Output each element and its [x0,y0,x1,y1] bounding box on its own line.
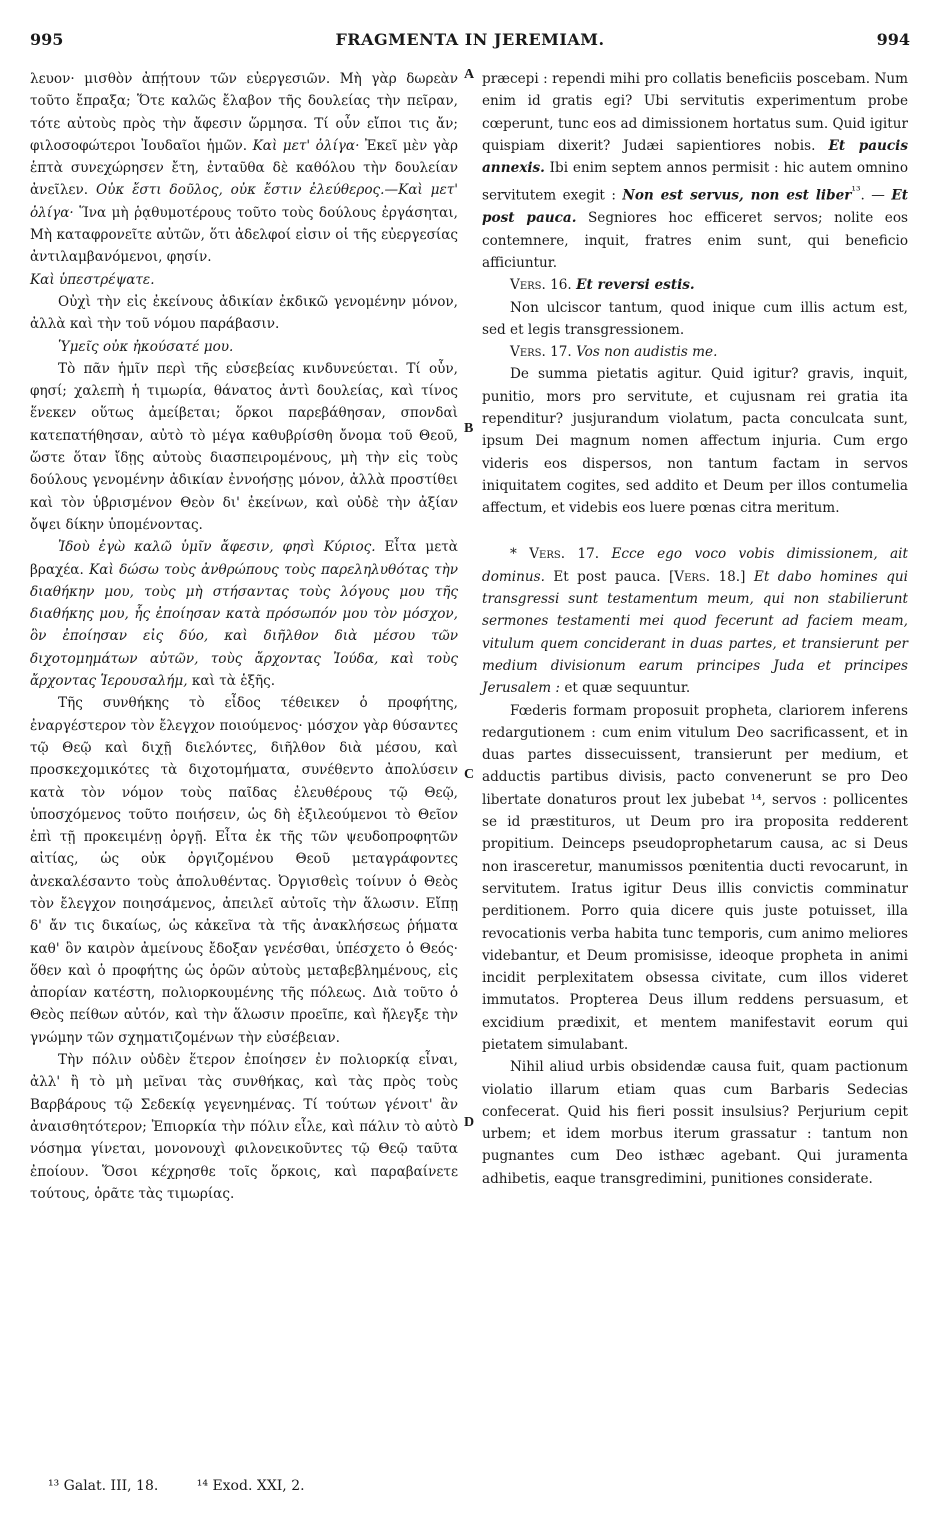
greek-paragraph [30,536,458,692]
page-header [30,30,910,56]
greek-italic: Καὶ μετ' ὀλίγα· [252,137,360,154]
greek-paragraph: Τὸ πᾶν ἡμῖν περὶ τῆς εὐσεβείας κινδυνεύεται. Τί οὖν, φησί; χαλεπὴ ἡ τιμωρία, θάνατος ἀντὶ δουλείας, καὶ τίνος ἕνεκεν οὕτως ἀμείβεται; ὅρκοι παρεβάθησαν, σπονδαὶ κατεπατήθησαν, αὐτὸ τὸ μέγα καθυβρίσθη ὄνομα τοῦ Θεοῦ, ὥστε ὅταν ἴδῃς αὐτοὺς διασπειρομένους, μὴ τὴν εἰς τοὺς δούλους γενομένην ἀδικίαν ἐννοήσῃς μόνον, ἀλλὰ προστίθει καὶ τὸν ὑβρισμένον Θεὸν δι' ἐκείνων, καὶ οὐδὲ τὴν ἀξίαν ὄψει δίκην ὑπομένοντας. [30,360,458,533]
latin-paragraph [482,543,908,699]
section-marker-b: B [464,421,474,436]
latin-paragraph: Fœderis formam proposuit propheta, clariorem inferens redargutionem : cum enim vitulum Deo sacrificassent, et in duas partes dissecuissent, transierunt per medium, et adductis partibus divisis, pacto convenerunt se pro Deo libertate donaturos prout lex jubebat ¹⁴, servos : pollicentes se id præstituros, ut Deum pro ira proposita redderent propitium. Deinceps pseudoprophetarum causa, ac si Deus non irasceretur, manumissos pœnitentia ducti revocarunt, in servitutem. Iratus igitur Deus illis convictis comminatur perditionem. Porro quia dicere quis juste potuisset, illa revocationis verba habita tunc temporis, cum animo meliores videbantur, et Deum promisisse, ideoque propheta in animi incidit perplexitatem obsessa civitate, cum illos videret immutatos. Propterea Deus illum reddens persuasum, et excidium prædixit, et mentem manifestavit eorum qui pietatem simulabant. [482,702,908,1053]
greek-italic: Καὶ ὑπεστρέψατε. [30,271,155,288]
latin-italic: Et reversi estis. [576,277,695,294]
latin-column [482,68,908,1190]
footnote-14: ¹⁴ Exod. XXI, 2. [196,1478,305,1494]
latin-verse [482,274,908,296]
greek-italic: Καὶ δώσω τοὺς ἀνθρώπους τοὺς παρεληλυθότας τὴν διαθήκην μου, τοὺς μὴ στήσαντας τοὺς λόγους μου τῆς διαθήκης μου, ἧς ἐποίησαν κατὰ πρόσωπόν μου τὸν μόσχον, ὃν ἐποίησαν εἰς δύο, καὶ διῆλθον διὰ μέσου τῶν διχοτομημάτων αὐτῶν, τοὺς ἄρχοντας Ἰούδα, καὶ τοὺς ἄρχοντας Ἱερουσαλήμ, [30,561,458,690]
latin-text: ] [740,568,746,585]
greek-text: Εἶτα μετὰ βραχέα. [30,539,458,578]
verse-label: * Vers. 17. [510,546,600,563]
greek-paragraph: Οὐχὶ τὴν εἰς ἐκείνους ἀδικίαν ἐκδικῶ γενομένην μόνον, ἀλλὰ καὶ τὴν τοῦ νόμου παράβασιν. [30,293,458,333]
latin-text: præcepi : rependi mihi pro collatis beneficiis poscebam. Num enim id gratis egi? Ubi servitutis experimentum probe cœperunt, tunc eos ad dimissionem hortatus sum. Quid igitur quispiam dixerit? Judæi sapientiores nobis. [482,71,908,154]
greek-text: Ἐκεῖ μὲν γὰρ ἑπτὰ συνεχώρησεν ἔτη, ἐνταῦθα δὲ καθόλου τὴν δουλείαν ἀνεῖλεν. [30,137,459,199]
latin-paragraph: Non ulciscor tantum, quod inique cum illis actum est, sed et legis transgressionem. [482,299,908,338]
greek-italic: Οὐκ ἔστι δοῦλος, οὐκ ἔστιν ἐλεύθερος.—Καὶ μετ' ὀλίγα· [30,182,458,221]
footnote-13: ¹³ Galat. III, 18. [48,1478,159,1494]
page-number-right: 994 [876,30,910,49]
greek-verse [30,336,458,358]
latin-paragraph: Nihil aliud urbis obsidendæ causa fuit, quam pactionum violatio illarum etiam quas cum Barbaris Sedecias confecerat. Quid his fieri possit insulsius? Perjurium cepit urbem; et idem morbus iterum grassatur : tantum non pugnantes cum Deo isthæc agebant. Qui juramenta adhibetis, eaque transgredimini, punitiones considerate. [482,1059,908,1187]
footnotes [48,1478,339,1494]
greek-text: καὶ τὰ ἑξῆς. [191,673,276,690]
running-title: FRAGMENTA IN JEREMIAM. [335,30,605,49]
latin-paragraph: De summa pietatis agitur. Quid igitur? gravis, inquit, punitio, mors pro servitute, et cujusnam rei gratia ita rependitur? jusjurandum violatum, pacta conculcata sunt, ipsum Dei magnum nomen affectum injuria. Cum ergo videris eos dispersos, non tantum factam in servos iniquitatem cogites, sed addito et Deum per illos contumelia affectum, et videbis eos luere pœnas citra meritum. [482,366,908,517]
latin-italic: Ecce ego voco vobis dimissionem, ait dominus. [482,546,908,585]
latin-text: et quæ sequuntur. [564,680,691,697]
latin-italic: Et post pauca. [482,188,908,227]
latin-text: Segniores hoc efficeret servos; nolite eos contemnere, inquit, fratres enim sunt, qui beneficio afficiuntur. [482,210,908,271]
latin-italic: Et dabo homines qui transgressi sunt testamentum meum, qui non stabilierunt sermones testamenti mei quod fecerunt ad faciem meam, vitulum quem conciderant in duas partes, et transierunt per medium divisionum earum principes Juda et principes Jerusalem : [482,568,909,697]
latin-text: Ibi enim septem annos permisit : hic autem omnino servitutem exegit : [482,160,909,205]
greek-paragraph: Τὴν πόλιν οὐδὲν ἕτερον ἐποίησεν ἐν πολιορκίᾳ εἶναι, ἀλλ' ἢ τὸ μὴ μεῖναι τὰς συνθήκας, καὶ τὰς πρὸς τοὺς Βαρβάρους τῷ Σεδεκίᾳ γεγενημένας. Τί τούτων γένοιτ' ἂν ἀναισθητότερον; Ἐπιορκία τὴν πόλιν εἷλε, καὶ πάλιν τὸ αὐτὸ νόσημα γίνεται, μονονουχὶ φιλονεικοῦντες τῷ Θεῷ ταῦτα ἐποίουν. Ὅσοι κέχρησθε τοῖς ὅρκοις, καὶ παραβαίνετε τούτους, ὁρᾶτε τὰς τιμωρίας. [30,1052,458,1202]
greek-text: λευον· μισθὸν ἀπῄτουν τῶν εὐεργεσιῶν. Μὴ γὰρ δωρεὰν τοῦτο ἔπραξα; Ὅτε καλῶς ἔλαβον τῆς δουλείας τὴν πεῖραν, τότε αὐτοὺς πρὸς τὴν ἄφεσιν ὥρμησα. Τί οὖν εἴποι τις ἄν; φιλοσοφώτεροι Ἰουδαῖοι ἡμῶν. [30,71,458,154]
greek-column [30,68,458,1205]
page-number-left: 995 [30,30,64,49]
greek-verse [30,269,458,291]
section-marker-d: D [464,1115,475,1130]
section-marker-c: C [464,767,475,782]
latin-italic: Non est servus, non est liber [622,188,852,205]
latin-text: Et post pauca. [ [553,568,675,585]
latin-text: . — [860,188,885,205]
latin-italic: Et paucis annexis. [482,137,908,177]
verse-label: Vers. 16. [510,277,572,294]
greek-text: Ἵνα μὴ ῥᾳθυμοτέρους τοῦτο τοὺς δούλους ἐργάσηται, Μὴ καταφρονεῖτε αὐτῶν, ὅτι ἀδελφοί εἰσιν οἱ τῆς εὐεργεσίας ἀντιλαμβανόμενοι, φησίν. [30,204,458,266]
footnote-ref: ¹³ [851,183,861,198]
section-marker-a: A [464,67,475,82]
greek-italic: Ἰδοὺ ἐγὼ καλῶ ὑμῖν ἄφεσιν, φησὶ Κύριος. [58,539,376,556]
verse-label: Vers. 18. [674,568,741,585]
latin-paragraph [482,68,908,274]
greek-italic: Ὑμεῖς οὐκ ἠκούσατέ μου. [58,338,234,355]
latin-verse [482,341,908,363]
verse-label: Vers. 17. [510,344,572,361]
greek-paragraph: Τῆς συνθήκης τὸ εἶδος τέθεικεν ὁ προφήτης, ἐναργέστερον τὸν ἔλεγχον ποιούμενος· μόσχον γὰρ θύσαντες τῷ Θεῷ καὶ διχῇ διελόντες, διῆλθον διὰ μέσου, καὶ προσκεχομικότες τὰ διχοτομήματα, συνέθεντο ἀπολύσειν κατὰ τὸν νόμον τοὺς παῖδας ἐλευθέρους τῷ Θεῷ, ὑποσχόμενος τοῦτο ποιήσειν, ὡς δὴ ἐξιλεούμενοι τὸ Θεῖον ἐπὶ τῇ προκειμένῃ ὀργῇ. Εἶτα ἐκ τῆς τῶν ψευδοπροφητῶν αἰτίας, ὡς οὐκ ὀργιζομένου Θεοῦ μεταγράφοντες ἀνεκαλέσαντο τοὺς ἀπολυθέντας. Ὀργισθεὶς τοίνυν ὁ Θεὸς τὸν ἔλεγχον ποιησάμενος, ἀπειλεῖ αὐτοῖς τὴν ἅλωσιν. Εἴπῃ δ' ἄν τις δικαίως, ὡς κἀκεῖνα τὰ τῆς ἀνακλήσεως ῥήματα καθ' ὃν καιρὸν ἀμείνους ἔδοξαν γενέσθαι, ὑπέσχετο ὁ Θεός· ὅθεν καὶ ὁ προφήτης ὡς ὁρῶν αὐτοὺς μεταβεβλημένους, εἰς ἀπορίαν κατέστη, πολιορκουμένης τῆς πόλεως. Διὰ τοῦτο ὁ Θεὸς πείθων αὐτόν, καὶ τὴν ἅλωσιν προεῖπε, καὶ ἤλεγξε τὴν γνώμην τῶν σχηματιζομένων τὴν εὐσέβειαν. [30,695,458,1046]
latin-italic: Vos non audistis me. [576,344,718,361]
greek-paragraph [30,68,458,269]
